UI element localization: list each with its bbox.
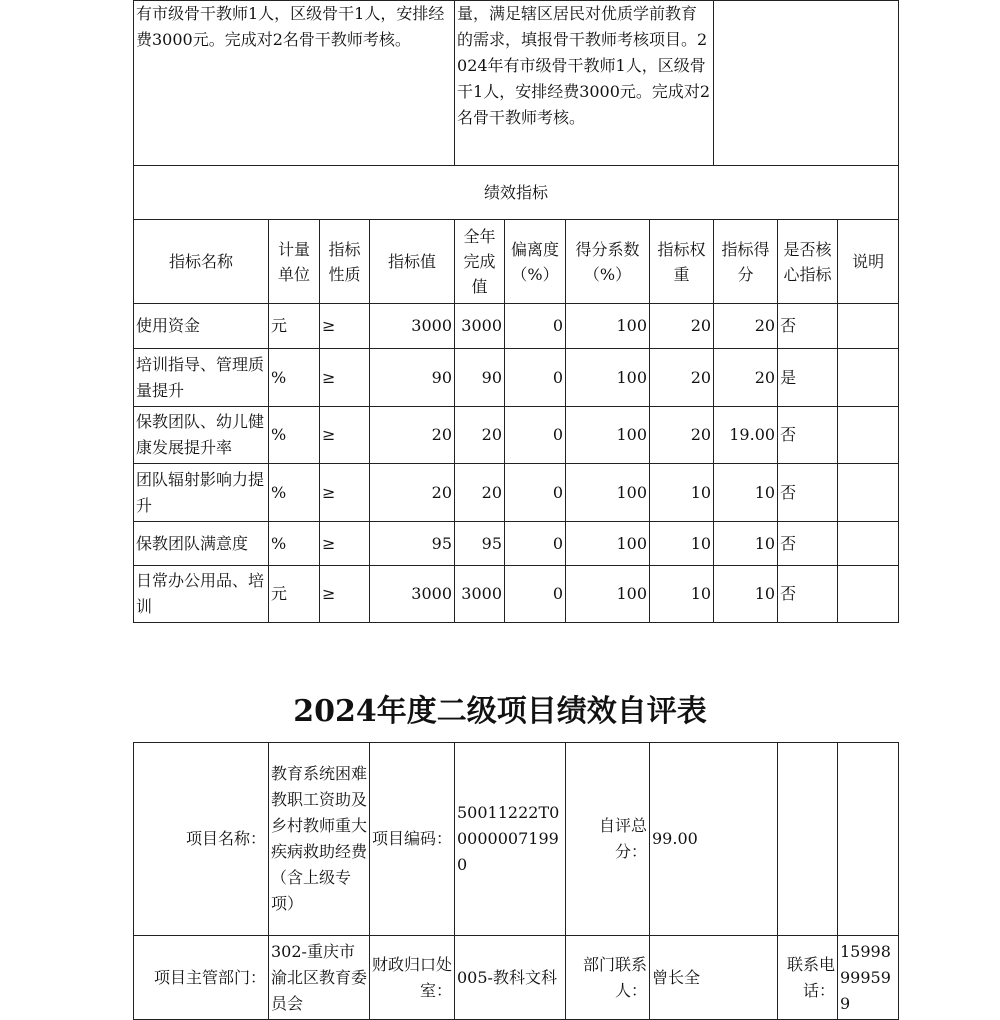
indicator-coef: 100 [566, 566, 650, 623]
col-header: 计量单位 [269, 220, 320, 304]
project-name-value: 教育系统困难教职工资助及乡村教师重大疾病救助经费（含上级专项） [269, 743, 370, 936]
table-row [134, 464, 899, 522]
col-header: 指标值 [370, 220, 455, 304]
col-header: 得分系数（%） [566, 220, 650, 304]
indicator-coef: 100 [566, 407, 650, 464]
finance-label: 财政归口处室： [370, 936, 455, 1020]
header-row [134, 220, 899, 304]
indicator-note [838, 464, 899, 522]
contact-value: 曾长全 [650, 936, 778, 1020]
indicator-actual: 3000 [455, 566, 505, 623]
indicator-name: 保教团队满意度 [134, 522, 269, 566]
section-title: 绩效指标 [134, 166, 899, 220]
table-row [134, 304, 899, 349]
indicator-deviation: 0 [505, 407, 566, 464]
top-right-cell [714, 1, 899, 166]
indicator-note [838, 304, 899, 349]
finance-value: 005-教科文科 [455, 936, 566, 1020]
indicator-deviation: 0 [505, 566, 566, 623]
project-code-label: 项目编码： [370, 743, 455, 936]
indicator-actual: 95 [455, 522, 505, 566]
indicator-note [838, 522, 899, 566]
document-title: 2024年度二级项目绩效自评表 [293, 694, 707, 729]
indicator-nature: ≥ [320, 566, 370, 623]
table-row [134, 407, 899, 464]
empty-cell [778, 743, 838, 936]
empty-cell [838, 743, 899, 936]
indicator-target: 3000 [370, 304, 455, 349]
top-left-text: 有市级骨干教师1人，区级骨干1人，安排经费3000元。完成对2名骨干教师考核。 [134, 1, 455, 166]
indicator-weight: 20 [650, 407, 714, 464]
indicator-unit: % [269, 522, 320, 566]
indicator-deviation: 0 [505, 522, 566, 566]
indicator-core: 否 [778, 566, 838, 623]
indicator-core: 否 [778, 304, 838, 349]
indicator-target: 90 [370, 349, 455, 407]
indicator-actual: 3000 [455, 304, 505, 349]
indicator-deviation: 0 [505, 464, 566, 522]
col-header: 指标得分 [714, 220, 778, 304]
indicator-target: 20 [370, 407, 455, 464]
table-row [134, 566, 899, 623]
top-mid-text: 量，满足辖区居民对优质学前教育的需求，填报骨干教师考核项目。2024年有市级骨干教师1人，区级骨干1人，安排经费3000元。完成对2名骨干教师考核。 [455, 1, 714, 166]
table-row [134, 349, 899, 407]
indicator-actual: 20 [455, 464, 505, 522]
project-info-table [133, 742, 899, 1020]
indicator-note [838, 566, 899, 623]
indicator-coef: 100 [566, 349, 650, 407]
indicator-nature: ≥ [320, 304, 370, 349]
self-score-value: 99.00 [650, 743, 778, 936]
indicator-unit: 元 [269, 566, 320, 623]
indicator-score: 19.00 [714, 407, 778, 464]
contact-label: 部门联系人： [566, 936, 650, 1020]
project-name-label: 项目名称： [134, 743, 269, 936]
col-header: 指标权重 [650, 220, 714, 304]
indicator-target: 95 [370, 522, 455, 566]
indicator-deviation: 0 [505, 349, 566, 407]
indicator-name: 团队辐射影响力提升 [134, 464, 269, 522]
col-header: 是否核心指标 [778, 220, 838, 304]
indicator-score: 20 [714, 349, 778, 407]
indicator-nature: ≥ [320, 349, 370, 407]
phone-label: 联系电话： [778, 936, 838, 1020]
indicator-core: 否 [778, 522, 838, 566]
indicator-coef: 100 [566, 464, 650, 522]
indicator-note [838, 407, 899, 464]
indicator-nature: ≥ [320, 522, 370, 566]
indicator-score: 10 [714, 464, 778, 522]
indicator-name: 培训指导、管理质量提升 [134, 349, 269, 407]
indicator-weight: 10 [650, 566, 714, 623]
indicator-name: 保教团队、幼儿健康发展提升率 [134, 407, 269, 464]
indicator-core: 是 [778, 349, 838, 407]
indicator-nature: ≥ [320, 464, 370, 522]
project-code-value: 50011222T000000071990 [455, 743, 566, 936]
indicator-score: 10 [714, 522, 778, 566]
indicator-unit: % [269, 407, 320, 464]
indicator-note [838, 349, 899, 407]
indicator-weight: 20 [650, 349, 714, 407]
col-header: 全年完成值 [455, 220, 505, 304]
indicator-actual: 20 [455, 407, 505, 464]
performance-table [133, 0, 899, 623]
indicator-score: 20 [714, 304, 778, 349]
col-header: 说明 [838, 220, 899, 304]
indicator-unit: % [269, 349, 320, 407]
indicator-target: 3000 [370, 566, 455, 623]
indicator-weight: 10 [650, 522, 714, 566]
indicator-weight: 10 [650, 464, 714, 522]
dept-label: 项目主管部门： [134, 936, 269, 1020]
phone-value: 15998999599 [838, 936, 899, 1020]
top-block-row [134, 1, 899, 166]
col-header: 指标性质 [320, 220, 370, 304]
self-score-label: 自评总分： [566, 743, 650, 936]
indicator-weight: 20 [650, 304, 714, 349]
indicator-deviation: 0 [505, 304, 566, 349]
indicator-unit: 元 [269, 304, 320, 349]
indicator-core: 否 [778, 464, 838, 522]
indicator-actual: 90 [455, 349, 505, 407]
project-row-2 [134, 936, 899, 1020]
indicator-score: 10 [714, 566, 778, 623]
indicator-nature: ≥ [320, 407, 370, 464]
indicator-target: 20 [370, 464, 455, 522]
indicator-name: 使用资金 [134, 304, 269, 349]
table-row [134, 522, 899, 566]
indicator-coef: 100 [566, 304, 650, 349]
indicator-unit: % [269, 464, 320, 522]
col-header: 偏离度（%） [505, 220, 566, 304]
project-row-1 [134, 743, 899, 936]
indicator-coef: 100 [566, 522, 650, 566]
dept-value: 302-重庆市渝北区教育委员会 [269, 936, 370, 1020]
indicator-name: 日常办公用品、培训 [134, 566, 269, 623]
col-header: 指标名称 [134, 220, 269, 304]
indicator-core: 否 [778, 407, 838, 464]
